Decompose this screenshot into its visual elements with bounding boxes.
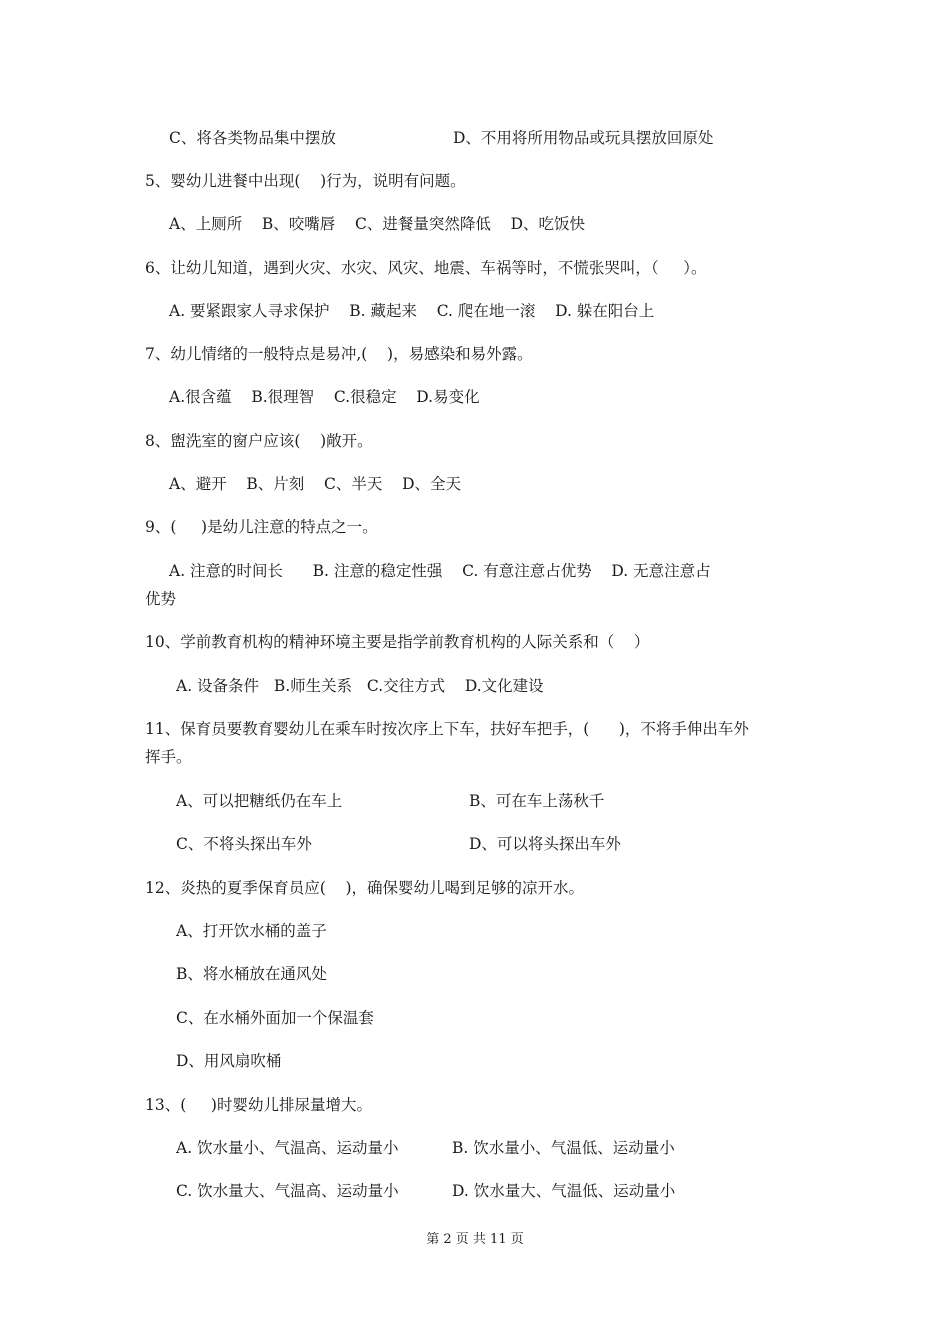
question-9: 9、( )是幼儿注意的特点之一。: [145, 518, 378, 536]
question-8: 8、盥洗室的窗户应该( )敞开。: [145, 432, 373, 450]
question-11-option-b: B、可在车上荡秋千: [469, 792, 605, 810]
question-10-options: A. 设备条件 B.师生关系 C.交往方式 D.文化建设: [176, 677, 544, 695]
question-12-option-d: D、用风扇吹桶: [176, 1052, 282, 1070]
question-5-options: A、上厕所 B、咬嘴唇 C、进餐量突然降低 D、吃饭快: [169, 215, 585, 233]
question-6-options: A. 要紧跟家人寻求保护 B. 藏起来 C. 爬在地一滚 D. 躲在阳台上: [169, 302, 655, 320]
q4-option-d: D、不用将所用物品或玩具摆放回原处: [453, 129, 714, 147]
question-12-option-b: B、将水桶放在通风处: [176, 965, 327, 983]
question-11: 11、保育员要教育婴幼儿在乘车时按次序上下车，扶好车把手，( )，不将手伸出车外: [145, 720, 749, 738]
question-13-option-d: D. 饮水量大、气温低、运动量小: [452, 1182, 676, 1200]
question-10: 10、学前教育机构的精神环境主要是指学前教育机构的人际关系和（ ）: [145, 633, 650, 651]
question-5: 5、婴幼儿进餐中出现( )行为，说明有问题。: [145, 172, 466, 190]
question-6: 6、让幼儿知道，遇到火灾、水灾、风灾、地震、车祸等时，不慌张哭叫，（ ）。: [145, 259, 707, 277]
question-12-option-c: C、在水桶外面加一个保温套: [176, 1009, 374, 1027]
question-9-options-wrap: 优势: [145, 590, 177, 608]
question-12: 12、炎热的夏季保育员应( )，确保婴幼儿喝到足够的凉开水。: [145, 879, 585, 897]
question-11-wrap: 挥手。: [145, 748, 192, 766]
page-number-footer: 第 2 页 共 11 页: [426, 1232, 524, 1247]
question-12-option-a: A、打开饮水桶的盖子: [176, 922, 327, 940]
question-9-options: A. 注意的时间长 B. 注意的稳定性强 C. 有意注意占优势 D. 无意注意占: [169, 562, 711, 580]
q4-option-c: C、将各类物品集中摆放: [169, 129, 336, 147]
question-11-option-a: A、可以把糖纸仍在车上: [176, 792, 343, 810]
question-11-option-c: C、不将头探出车外: [176, 835, 312, 853]
question-13-option-c: C. 饮水量大、气温高、运动量小: [176, 1182, 399, 1200]
question-8-options: A、避开 B、片刻 C、半天 D、全天: [169, 475, 461, 493]
question-7-options: A.很含蕴 B.很理智 C.很稳定 D.易变化: [169, 388, 480, 406]
question-13-option-b: B. 饮水量小、气温低、运动量小: [452, 1139, 675, 1157]
question-13: 13、( )时婴幼儿排尿量增大。: [145, 1096, 372, 1114]
question-11-option-d: D、可以将头探出车外: [469, 835, 621, 853]
question-13-option-a: A. 饮水量小、气温高、运动量小: [176, 1139, 399, 1157]
question-7: 7、幼儿情绪的一般特点是易冲,( )，易感染和易外露。: [145, 345, 533, 363]
